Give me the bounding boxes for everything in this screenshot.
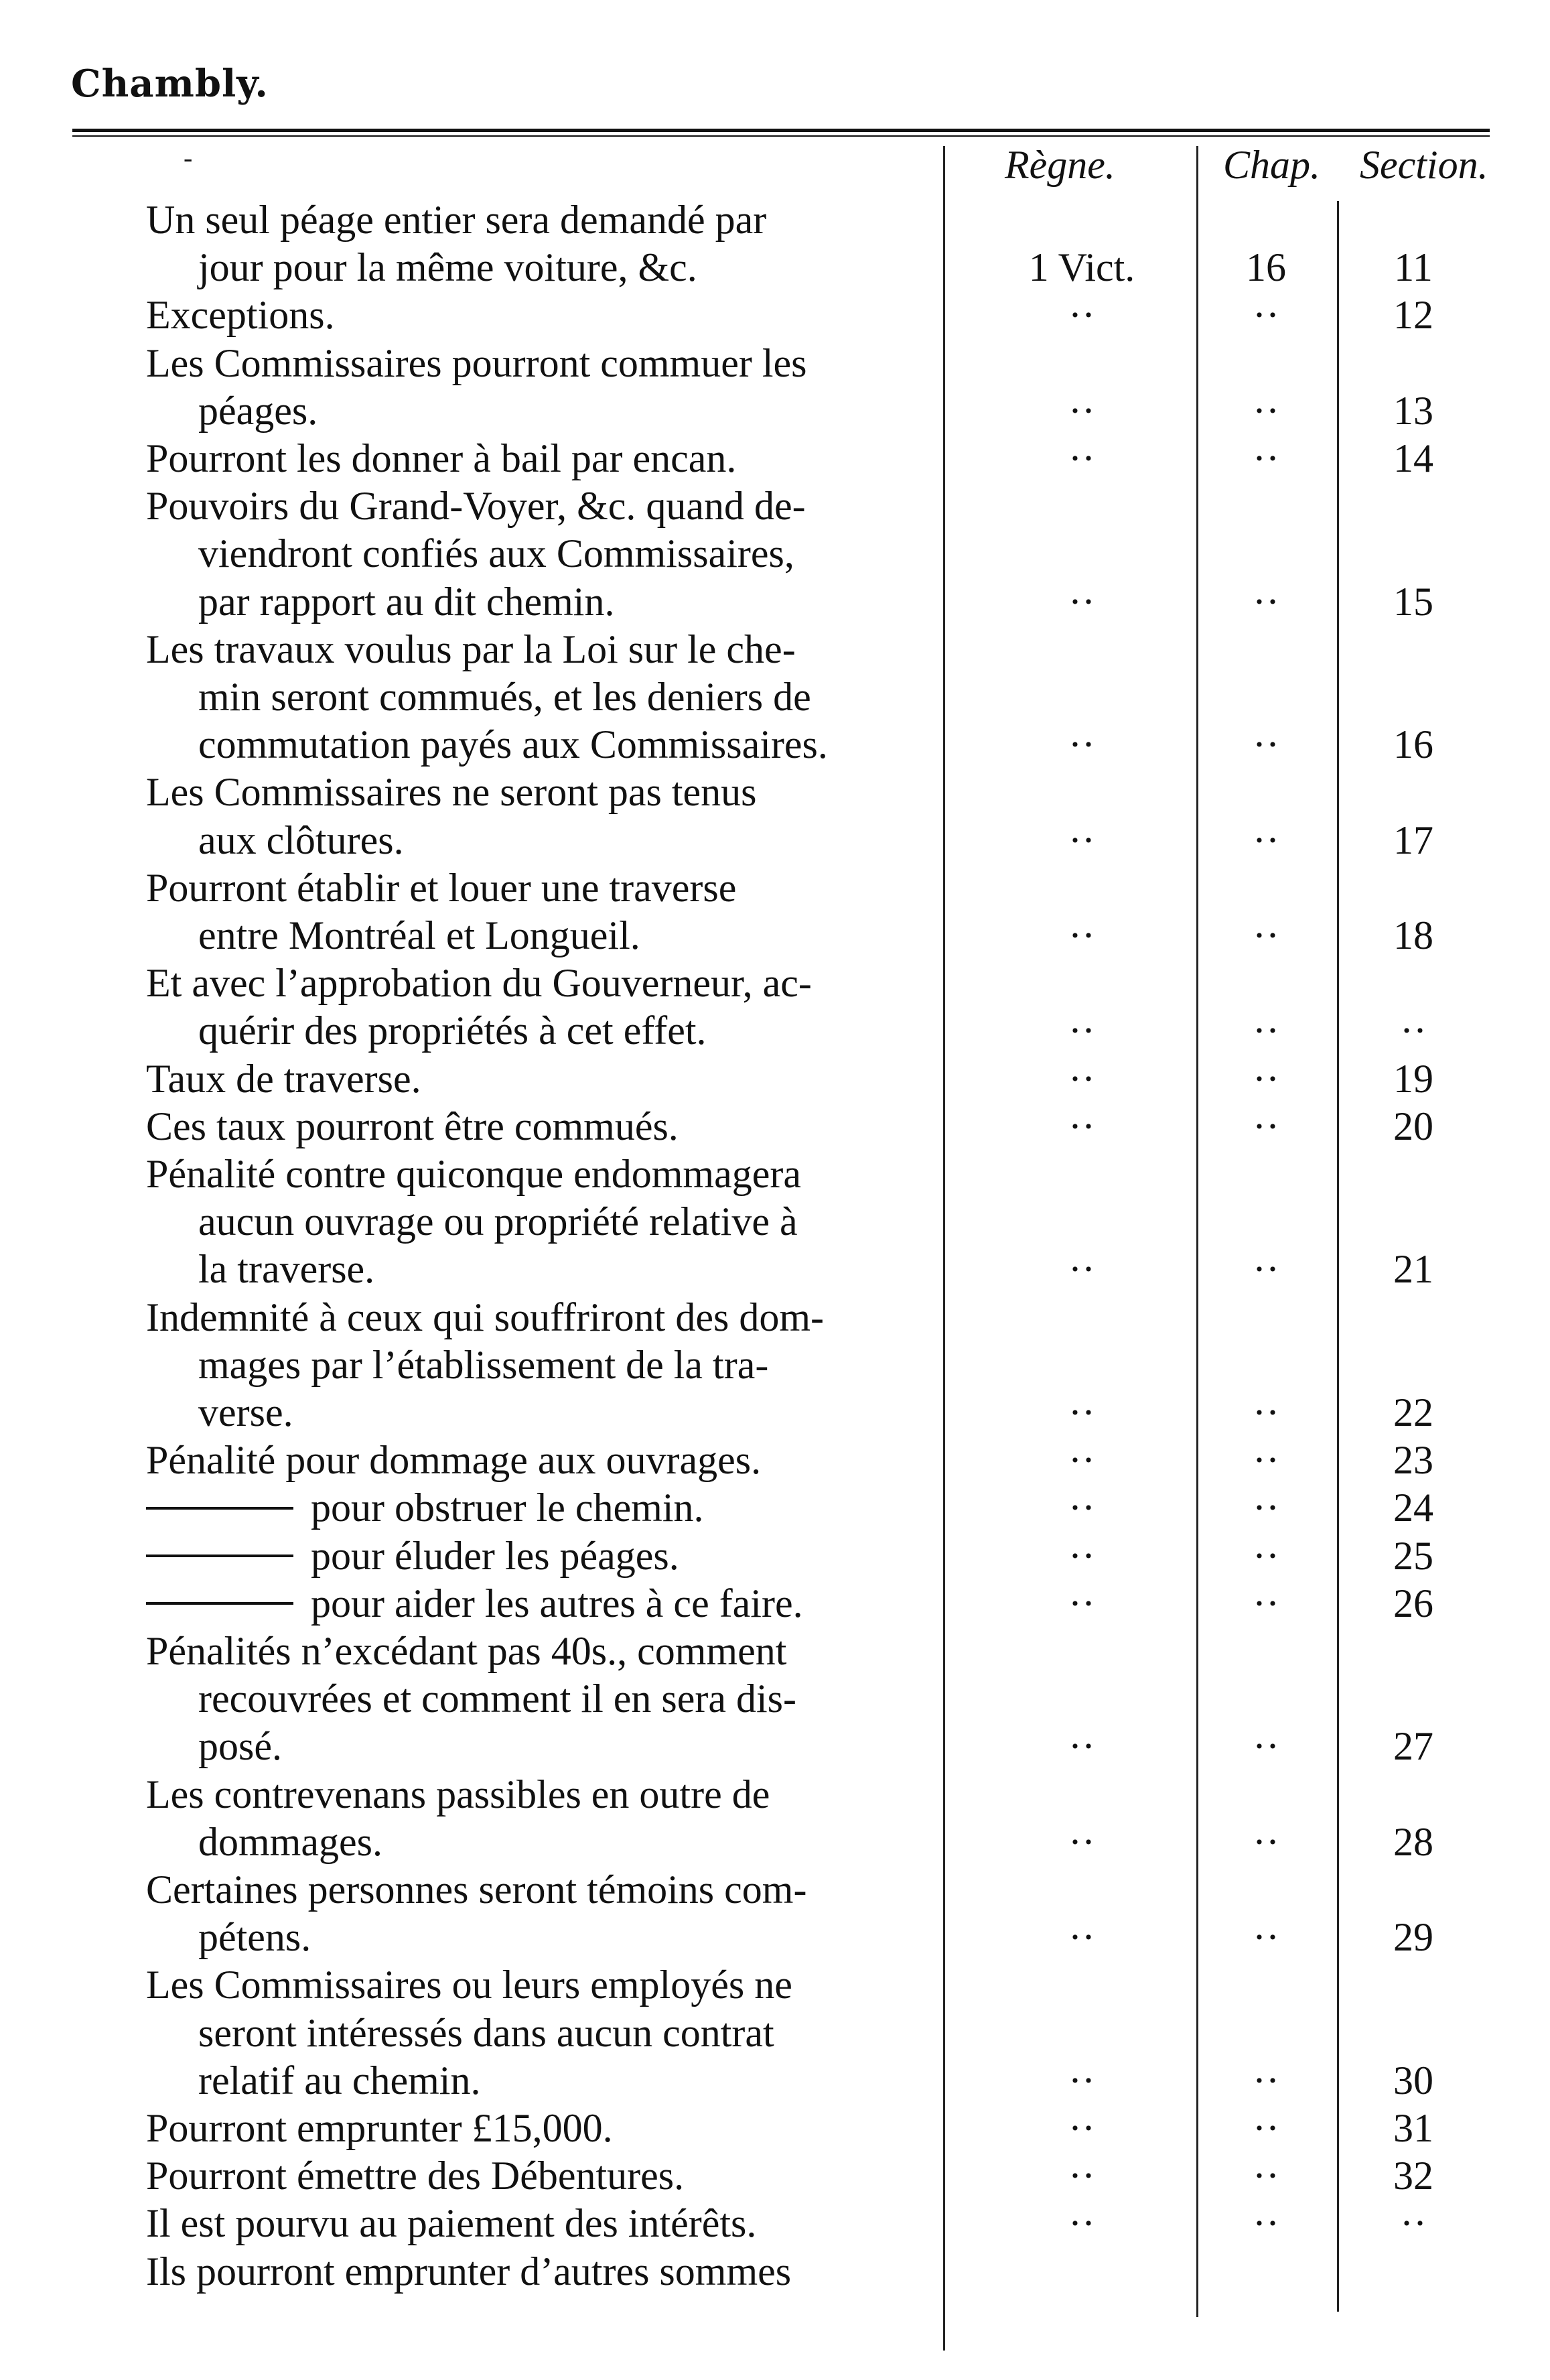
entry-text	[146, 2199, 756, 2247]
table-row	[0, 2199, 1550, 2247]
entry-text	[146, 291, 335, 339]
ditto-dash	[146, 1555, 293, 1557]
chap-cell: ··	[1253, 293, 1279, 338]
table-row	[0, 1627, 1550, 1675]
table-row	[0, 816, 1550, 864]
entry-text	[146, 482, 806, 530]
entry-label: Les Commissaires ne seront pas tenus	[146, 770, 757, 815]
regne-cell: ··	[1068, 436, 1095, 480]
chap-cell: ··	[1253, 2058, 1279, 2103]
table-row	[0, 2152, 1550, 2200]
regne-cell: 1 Vict.	[1028, 245, 1135, 290]
table-row	[0, 1674, 1550, 1723]
section-cell: 27	[1393, 1724, 1433, 1769]
ditto-dash	[146, 1507, 293, 1510]
section-cell: 12	[1393, 293, 1433, 338]
entry-text	[146, 959, 812, 1007]
entry-text	[198, 243, 697, 291]
column-header-chap: Chap.	[1223, 143, 1321, 187]
entry-label: la traverse.	[198, 1247, 375, 1292]
regne-cell: ··	[1068, 817, 1095, 862]
entry-label: seront intéressés dans aucun contrat	[198, 2010, 774, 2055]
entry-text	[198, 1197, 798, 1246]
entry-text	[146, 1627, 786, 1675]
section-cell: 14	[1393, 436, 1433, 480]
entry-label: pétens.	[198, 1915, 311, 1960]
table-row	[0, 720, 1550, 769]
section-cell: 25	[1393, 1533, 1433, 1578]
regne-cell: ··	[1068, 293, 1095, 338]
table-row	[0, 1865, 1550, 1914]
chap-cell: ··	[1253, 1390, 1279, 1435]
entry-text	[146, 1865, 806, 1914]
entry-label: Exceptions.	[146, 293, 335, 338]
chap-cell: ··	[1253, 1819, 1279, 1864]
table-row	[0, 339, 1550, 387]
regne-cell: ··	[1068, 1724, 1095, 1769]
regne-cell: ··	[1068, 1247, 1095, 1292]
entry-label: Indemnité à ceux qui souffriront des dom-	[146, 1295, 824, 1339]
regne-cell: ··	[1068, 1533, 1095, 1578]
entry-label: Certaines personnes seront témoins com-	[146, 1867, 807, 1912]
entry-text	[198, 2009, 774, 2057]
table-row	[0, 2009, 1550, 2057]
table-row	[0, 482, 1550, 530]
entry-label: pour aider les autres à ce faire.	[311, 1581, 803, 1626]
regne-cell: ··	[1068, 2106, 1095, 2150]
table-row	[0, 1245, 1550, 1293]
section-cell: 22	[1393, 1390, 1433, 1435]
regne-cell: ··	[1068, 1915, 1095, 1960]
entry-text	[198, 1722, 282, 1770]
entry-text	[146, 339, 806, 387]
entry-text	[198, 1006, 707, 1055]
regne-cell: ··	[1068, 722, 1095, 767]
entry-text	[198, 720, 828, 769]
entry-label: Taux de traverse.	[146, 1056, 421, 1101]
entry-text	[146, 1436, 761, 1484]
entry-label: verse.	[198, 1390, 293, 1435]
entry-text	[146, 1150, 801, 1198]
entry-label: Ils pourront emprunter d’autres sommes	[146, 2249, 792, 2294]
section-cell: 30	[1393, 2058, 1433, 2103]
regne-cell: ··	[1068, 2154, 1095, 2198]
entry-text	[198, 578, 614, 626]
table-row	[0, 1818, 1550, 1866]
table-row	[0, 2247, 1550, 2296]
regne-cell: ··	[1068, 1008, 1095, 1053]
entry-text	[146, 1483, 704, 1532]
regne-cell: ··	[1068, 1056, 1095, 1101]
entry-label: Les contrevenans passibles en outre de	[146, 1772, 770, 1816]
entry-label: aux clôtures.	[198, 817, 404, 862]
entry-text	[146, 2247, 791, 2296]
table-row	[0, 387, 1550, 435]
chap-cell: ··	[1253, 579, 1279, 624]
table-row	[0, 959, 1550, 1007]
table-row	[0, 196, 1550, 244]
section-cell: ··	[1400, 1008, 1427, 1053]
table-row	[0, 1341, 1550, 1389]
entry-text	[146, 625, 796, 673]
chap-cell: 16	[1246, 245, 1286, 290]
section-cell: 13	[1393, 388, 1433, 433]
chap-cell: ··	[1253, 2154, 1279, 2198]
entry-label: Il est pourvu au paiement des intérêts.	[146, 2201, 757, 2246]
table-row	[0, 1102, 1550, 1150]
chap-cell: ··	[1253, 1533, 1279, 1578]
chap-cell: ··	[1253, 722, 1279, 767]
entry-text	[146, 2152, 684, 2200]
table-row	[0, 625, 1550, 673]
entry-label: Ces taux pourront être commués.	[146, 1104, 679, 1148]
section-cell: 29	[1393, 1915, 1433, 1960]
entry-text	[146, 1961, 792, 2009]
entry-label: Pourront émettre des Débentures.	[146, 2154, 685, 2198]
entry-text	[146, 434, 736, 482]
chap-cell: ··	[1253, 2201, 1279, 2246]
table-row	[0, 911, 1550, 960]
entry-text	[198, 816, 404, 864]
table-row	[0, 1293, 1550, 1341]
entry-text	[146, 1532, 679, 1580]
entry-text	[146, 196, 766, 244]
table-row	[0, 529, 1550, 578]
entry-label: entre Montréal et Longueil.	[198, 913, 640, 957]
table-row	[0, 1006, 1550, 1055]
header-rule-thin	[72, 135, 1490, 137]
entry-label: min seront commués, et les deniers de	[198, 675, 811, 719]
chap-cell: ··	[1253, 1438, 1279, 1483]
entry-label: aucun ouvrage ou propriété relative à	[198, 1199, 798, 1244]
regne-cell: ··	[1068, 1819, 1095, 1864]
section-cell: 17	[1393, 817, 1433, 862]
entry-label: posé.	[198, 1724, 282, 1769]
table-row	[0, 291, 1550, 339]
entry-label: pour éluder les péages.	[311, 1533, 679, 1578]
section-cell: 16	[1393, 722, 1433, 767]
regne-cell: ··	[1068, 1581, 1095, 1626]
entry-text	[198, 1388, 293, 1437]
section-cell: 18	[1393, 913, 1433, 957]
table-row	[0, 673, 1550, 721]
section-cell: 15	[1393, 579, 1433, 624]
table-row	[0, 1913, 1550, 1961]
entry-label: relatif au chemin.	[198, 2058, 481, 2103]
section-cell: 32	[1393, 2154, 1433, 2198]
column-header-regne: Règne.	[1005, 143, 1115, 187]
section-cell: 24	[1393, 1485, 1433, 1530]
table-row	[0, 768, 1550, 816]
regne-cell: ··	[1068, 1485, 1095, 1530]
section-cell: 23	[1393, 1438, 1433, 1483]
entry-label: commutation payés aux Commissaires.	[198, 722, 828, 767]
entry-text	[146, 1770, 770, 1819]
entry-text	[198, 1913, 311, 1961]
section-cell: 26	[1393, 1581, 1433, 1626]
entry-label: Un seul péage entier sera demandé par	[146, 198, 767, 242]
section-cell: ··	[1400, 2201, 1427, 2246]
entry-label: Pourront les donner à bail par encan.	[146, 436, 737, 480]
table-row	[0, 1388, 1550, 1437]
section-cell: 28	[1393, 1819, 1433, 1864]
chap-cell: ··	[1253, 913, 1279, 957]
chap-cell: ··	[1253, 2106, 1279, 2150]
entry-text	[198, 2056, 480, 2105]
entry-text	[146, 768, 757, 816]
entry-text	[146, 1293, 824, 1341]
entry-label: péages.	[198, 388, 318, 433]
entry-label: quérir des propriétés à cet effet.	[198, 1008, 707, 1053]
entry-label: dommages.	[198, 1819, 382, 1864]
table-row	[0, 2104, 1550, 2152]
entry-text	[198, 1674, 796, 1723]
entry-label: Pénalité pour dommage aux ouvrages.	[146, 1438, 762, 1483]
table-row	[0, 1532, 1550, 1580]
entry-label: Pourront établir et louer une traverse	[146, 865, 737, 910]
regne-cell: ··	[1068, 1390, 1095, 1435]
table-row	[0, 1436, 1550, 1484]
chap-cell: ··	[1253, 817, 1279, 862]
regne-cell: ··	[1068, 579, 1095, 624]
chap-cell: ··	[1253, 1485, 1279, 1530]
entry-label: pour obstruer le chemin.	[311, 1485, 704, 1530]
entry-label: mages par l’établissement de la tra-	[198, 1342, 769, 1387]
entry-label: Les Commissaires pourront commuer les	[146, 340, 807, 385]
regne-cell: ··	[1068, 1104, 1095, 1148]
table-row	[0, 1055, 1550, 1103]
entry-label: Les Commissaires ou leurs employés ne	[146, 1963, 792, 2007]
page-header: Chambly.	[71, 62, 269, 106]
entry-label: Et avec l’approbation du Gouverneur, ac-	[146, 961, 812, 1006]
table-row	[0, 243, 1550, 291]
table-row	[0, 1197, 1550, 1246]
chap-cell: ··	[1253, 1008, 1279, 1053]
header-rule-thick	[72, 129, 1490, 132]
chap-cell: ··	[1253, 1724, 1279, 1769]
table-row	[0, 1150, 1550, 1198]
chap-cell: ··	[1253, 1915, 1279, 1960]
chap-cell: ··	[1253, 1104, 1279, 1148]
chap-cell: ··	[1253, 436, 1279, 480]
entry-text	[198, 673, 811, 721]
entry-label: viendront confiés aux Commissaires,	[198, 531, 794, 576]
chap-cell: ··	[1253, 1247, 1279, 1292]
entry-text	[198, 1818, 382, 1866]
entry-label: recouvrées et comment il en sera dis-	[198, 1676, 796, 1721]
table-row	[0, 1579, 1550, 1628]
entry-label: Pourront emprunter £15,000.	[146, 2106, 613, 2150]
entry-text	[146, 1055, 421, 1103]
entry-label: Pouvoirs du Grand-Voyer, &c. quand de-	[146, 484, 806, 529]
entry-label: jour pour la même voiture, &c.	[198, 245, 697, 290]
table-row	[0, 1770, 1550, 1819]
section-cell: 21	[1393, 1247, 1433, 1292]
section-cell: 31	[1393, 2106, 1433, 2150]
entry-text	[198, 1341, 768, 1389]
table-row	[0, 1483, 1550, 1532]
regne-cell: ··	[1068, 1438, 1095, 1483]
section-cell: 20	[1393, 1104, 1433, 1148]
section-cell: 19	[1393, 1056, 1433, 1101]
regne-cell: ··	[1068, 2201, 1095, 2246]
table-row	[0, 578, 1550, 626]
table-row	[0, 1722, 1550, 1770]
ditto-dash	[146, 1602, 293, 1605]
section-cell: 11	[1394, 245, 1433, 290]
entry-text	[198, 387, 318, 435]
table-row	[0, 1961, 1550, 2009]
entry-text	[146, 864, 736, 912]
table-row	[0, 864, 1550, 912]
regne-cell: ··	[1068, 913, 1095, 957]
table-row	[0, 434, 1550, 482]
chap-cell: ··	[1253, 1056, 1279, 1101]
entry-label: Pénalités n’excédant pas 40s., comment	[146, 1629, 787, 1673]
entry-text	[146, 1102, 679, 1150]
column-mark: ‐	[184, 143, 193, 173]
entry-label: par rapport au dit chemin.	[198, 579, 615, 624]
chap-cell: ··	[1253, 1581, 1279, 1626]
column-header-section: Section.	[1360, 143, 1488, 187]
regne-cell: ··	[1068, 388, 1095, 433]
entry-text	[146, 2104, 613, 2152]
chap-cell: ··	[1253, 388, 1279, 433]
entry-label: Pénalité contre quiconque endommagera	[146, 1152, 801, 1196]
entry-text	[198, 1245, 374, 1293]
table-row	[0, 2056, 1550, 2105]
regne-cell: ··	[1068, 2058, 1095, 2103]
entry-label: Les travaux voulus par la Loi sur le che-	[146, 626, 796, 671]
entry-text	[198, 529, 794, 578]
entry-text	[198, 911, 640, 960]
entry-text	[146, 1579, 803, 1628]
